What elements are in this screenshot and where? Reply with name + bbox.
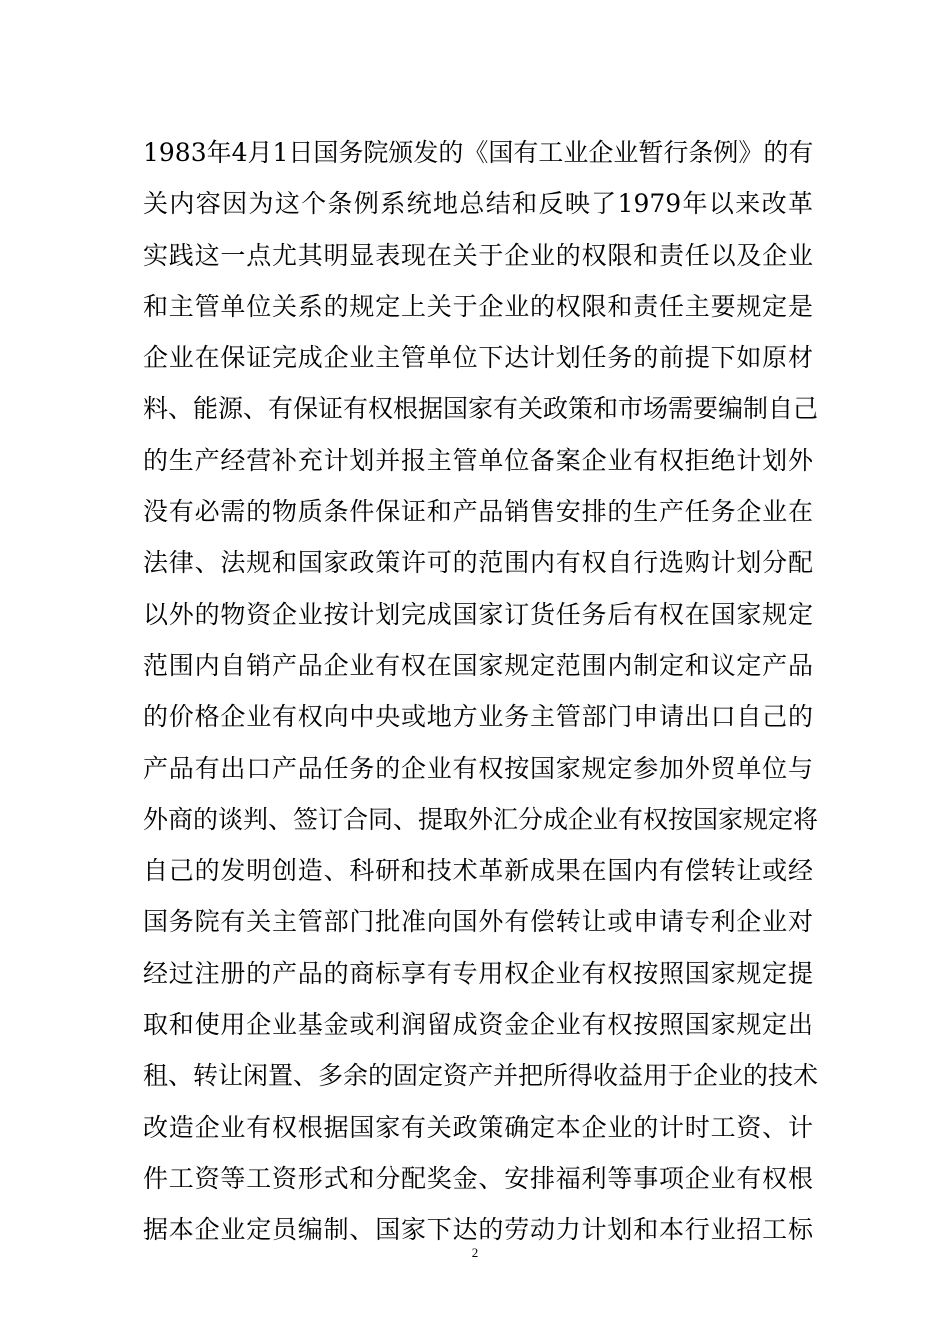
text-line-15: 自己的发明创造、科研和技术革新成果在国内有偿转让或经 [143, 856, 813, 886]
text-line-10: 以外的物资企业按计划完成国家订货任务后有权在国家规定 [143, 599, 813, 629]
text-line-11: 范围内自销产品企业有权在国家规定范围内制定和议定产品 [143, 650, 813, 680]
page-number: 2 [471, 1245, 479, 1260]
body-text [143, 127, 819, 1256]
text-line-12: 的价格企业有权向中央或地方业务主管部门申请出口自己的 [143, 702, 813, 732]
text-line-17: 经过注册的产品的商标享有专用权企业有权按照国家规定提 [143, 958, 813, 988]
text-line-9: 法律、法规和国家政策许可的范围内有权自行选购计划分配 [143, 548, 813, 578]
text-line-16: 国务院有关主管部门批准向国外有偿转让或申请专利企业对 [143, 907, 813, 937]
text-line-7: 的生产经营补充计划并报主管单位备案企业有权拒绝计划外 [143, 445, 813, 475]
text-line-3: 实践这一点尤其明显表现在关于企业的权限和责任以及企业 [143, 240, 813, 270]
text-line-1: 1983年4月1日国务院颁发的《国有工业企业暂行条例》的有 [143, 138, 814, 167]
text-line-2: 关内容因为这个条例系统地总结和反映了1979年以来改革 [143, 189, 813, 219]
text-line-18: 取和使用企业基金或利润留成资金企业有权按照国家规定出 [143, 1010, 813, 1040]
text-line-21: 件工资等工资形式和分配奖金、安排福利等事项企业有权根 [143, 1163, 813, 1193]
text-line-5: 企业在保证完成企业主管单位下达计划任务的前提下如原材 [143, 343, 813, 373]
text-line-14: 外商的谈判、签订合同、提取外汇分成企业有权按国家规定将 [143, 804, 819, 834]
text-line-19: 租、转让闲置、多余的固定资产并把所得收益用于企业的技术 [143, 1061, 819, 1091]
text-line-20: 改造企业有权根据国家有关政策确定本企业的计时工资、计 [143, 1112, 813, 1142]
text-line-22: 据本企业定员编制、国家下达的劳动力计划和本行业招工标 [143, 1215, 813, 1245]
text-line-13: 产品有出口产品任务的企业有权按国家规定参加外贸单位与 [143, 753, 813, 783]
text-line-8: 没有必需的物质条件保证和产品销售安排的生产任务企业在 [143, 497, 813, 527]
text-line-4: 和主管单位关系的规定上关于企业的权限和责任主要规定是 [143, 291, 813, 321]
text-line-6: 料、能源、有保证有权根据国家有关政策和市场需要编制自己 [143, 394, 819, 424]
